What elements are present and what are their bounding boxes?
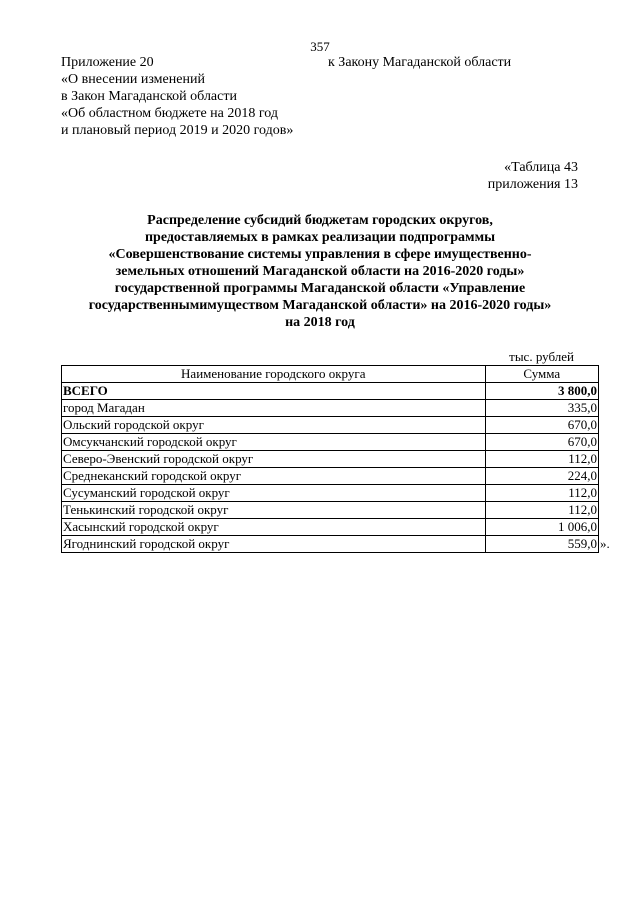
subsidy-table <box>61 365 610 553</box>
column-header-sum: Сумма <box>485 366 598 383</box>
district-sum-value: 559,0 <box>567 536 597 551</box>
title-line: государственной программы Магаданской области «Управление <box>114 281 526 296</box>
table-reference-line: приложения 13 <box>487 177 578 192</box>
total-label: ВСЕГО <box>62 383 486 400</box>
appendix-line: «Об областном бюджете на 2018 год <box>61 106 278 121</box>
district-sum: 335,0 <box>485 400 598 417</box>
district-sum: 670,0 <box>485 434 598 451</box>
district-name: город Магадан <box>62 400 486 417</box>
table-row <box>62 485 599 502</box>
district-sum: 1 006,0 <box>485 519 598 536</box>
document-title <box>61 212 579 331</box>
appendix-line: в Закон Магаданской области <box>61 89 237 104</box>
title-line: «Совершенствование системы управления в сфере имущественно- <box>108 247 532 262</box>
district-name: Ольский городской округ <box>62 417 486 434</box>
total-row <box>62 383 599 400</box>
district-name: Среднеканский городской округ <box>62 468 486 485</box>
district-sum <box>485 536 610 553</box>
table-row <box>62 417 599 434</box>
law-reference: к Закону Магаданской области <box>328 55 512 70</box>
unit-label: тыс. рублей <box>509 349 574 364</box>
title-line: предоставляемых в рамках реализации подпрограммы <box>144 230 496 245</box>
table-header-row <box>62 366 599 383</box>
district-name: Северо-Эвенский городской округ <box>62 451 486 468</box>
district-name: Омсукчанский городской округ <box>62 434 486 451</box>
table-row <box>62 519 599 536</box>
appendix-header <box>61 54 361 139</box>
table-row <box>62 468 599 485</box>
district-sum: 112,0 <box>485 502 598 519</box>
table-row <box>62 502 599 519</box>
district-sum: 112,0 <box>485 451 598 468</box>
district-name: Тенькинский городской округ <box>62 502 486 519</box>
title-line: Распределение субсидий бюджетам городских округов, <box>147 213 493 228</box>
closing-quote-mark: ». <box>600 536 610 551</box>
appendix-line: Приложение 20 <box>61 55 154 70</box>
appendix-line: «О внесении изменений <box>61 72 205 87</box>
column-header-name: Наименование городского округа <box>62 366 486 383</box>
total-sum: 3 800,0 <box>485 383 598 400</box>
table-row <box>62 536 599 553</box>
table-reference-line: «Таблица 43 <box>504 160 578 175</box>
table-row <box>62 400 599 417</box>
table-row <box>62 451 599 468</box>
page-number: 357 <box>310 39 330 54</box>
table-row <box>62 434 599 451</box>
district-sum: 224,0 <box>485 468 598 485</box>
title-line: государственнымимуществом Магаданской области» на 2016-2020 годы» <box>88 298 552 313</box>
title-line: земельных отношений Магаданской области на 2016-2020 годы» <box>115 264 525 279</box>
district-sum: 112,0 <box>485 485 598 502</box>
district-name: Ягоднинский городской округ <box>62 536 486 553</box>
title-line: на 2018 год <box>285 315 355 330</box>
district-sum: 670,0 <box>485 417 598 434</box>
district-name: Хасынский городской округ <box>62 519 486 536</box>
appendix-line: и плановый период 2019 и 2020 годов» <box>61 123 294 138</box>
table-reference <box>488 159 578 193</box>
district-name: Сусуманский городской округ <box>62 485 486 502</box>
